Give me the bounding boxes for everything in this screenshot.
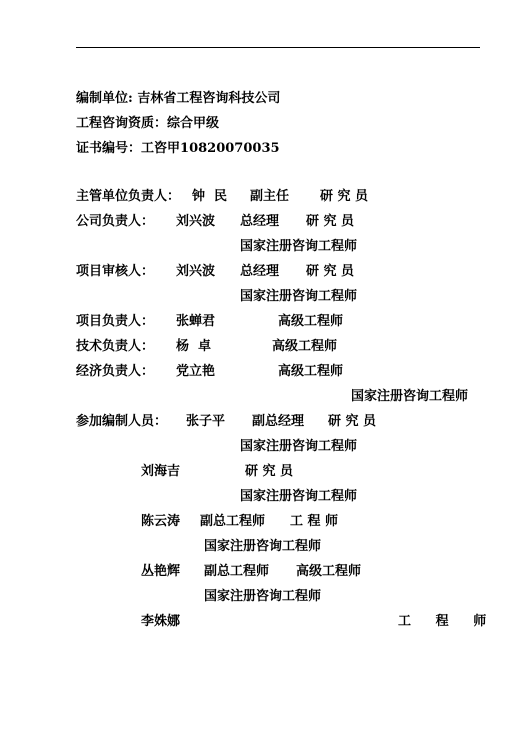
staff-cert: 国家注册咨询工程师: [204, 539, 322, 554]
company-head-label: 公司负责人：: [76, 214, 155, 229]
staff-name: 张子平: [186, 414, 226, 429]
econ-lead-label: 经济负责人：: [76, 364, 155, 379]
certificate-number: 10820070035: [180, 141, 280, 156]
project-reviewer-label: 项目审核人：: [76, 264, 155, 279]
qualification-value: 综合甲级: [167, 116, 220, 131]
project-reviewer-cert: 国家注册咨询工程师: [240, 289, 358, 304]
supervisor-label: 主管单位负责人：: [76, 189, 181, 204]
econ-lead-name: 党立艳: [176, 364, 216, 379]
unit-line: [76, 91, 280, 107]
staff-name: 丛艳辉: [141, 564, 181, 579]
certificate-prefix: 工咨甲: [141, 141, 181, 156]
staff-title: 工 程 师: [290, 514, 339, 529]
staff-title: 研 究 员: [245, 464, 294, 479]
staff-label: 参加编制人员：: [76, 414, 168, 429]
company-head-title: 研 究 员: [306, 214, 355, 229]
company-head-name: 刘兴波: [176, 214, 216, 229]
staff-cert: 国家注册咨询工程师: [240, 489, 358, 504]
tech-lead-name: 杨 卓: [176, 339, 212, 354]
econ-lead-title: 高级工程师: [278, 364, 344, 379]
supervisor-position: 副主任: [250, 189, 290, 204]
staff-name: 陈云涛: [141, 514, 181, 529]
certificate-line: [76, 141, 280, 157]
staff-cert: 国家注册咨询工程师: [204, 589, 322, 604]
project-lead-label: 项目负责人：: [76, 314, 155, 329]
supervisor-title: 研 究 员: [320, 189, 369, 204]
staff-position: 副总工程师: [204, 564, 270, 579]
project-reviewer-name: 刘兴波: [176, 264, 216, 279]
tech-lead-label: 技术负责人：: [76, 339, 155, 354]
company-head-position: 总经理: [240, 214, 280, 229]
tech-lead-title: 高级工程师: [272, 339, 338, 354]
staff-name: 刘海吉: [141, 464, 181, 479]
project-lead-title: 高级工程师: [278, 314, 344, 329]
staff-cert: 国家注册咨询工程师: [240, 439, 358, 454]
staff-title: 研 究 员: [328, 414, 377, 429]
qualification-line: [76, 116, 219, 132]
staff-position: 副总经理: [252, 414, 305, 429]
unit-label: 编制单位:: [76, 91, 133, 106]
project-reviewer-position: 总经理: [240, 264, 280, 279]
project-lead-name: 张蝉君: [176, 314, 216, 329]
unit-value: 吉林省工程咨询科技公司: [137, 91, 281, 106]
econ-lead-cert: 国家注册咨询工程师: [351, 389, 469, 404]
company-head-cert: 国家注册咨询工程师: [240, 239, 358, 254]
certificate-label: 证书编号：: [76, 141, 142, 156]
project-reviewer-title: 研 究 员: [306, 264, 355, 279]
staff-title: 工 程 师: [398, 614, 492, 629]
supervisor-name: 钟 民: [192, 189, 228, 204]
staff-position: 副总工程师: [200, 514, 266, 529]
qualification-label: 工程咨询资质：: [76, 116, 168, 131]
staff-title: 高级工程师: [296, 564, 362, 579]
staff-name: 李姝娜: [141, 614, 181, 629]
header-rule: [76, 47, 480, 48]
